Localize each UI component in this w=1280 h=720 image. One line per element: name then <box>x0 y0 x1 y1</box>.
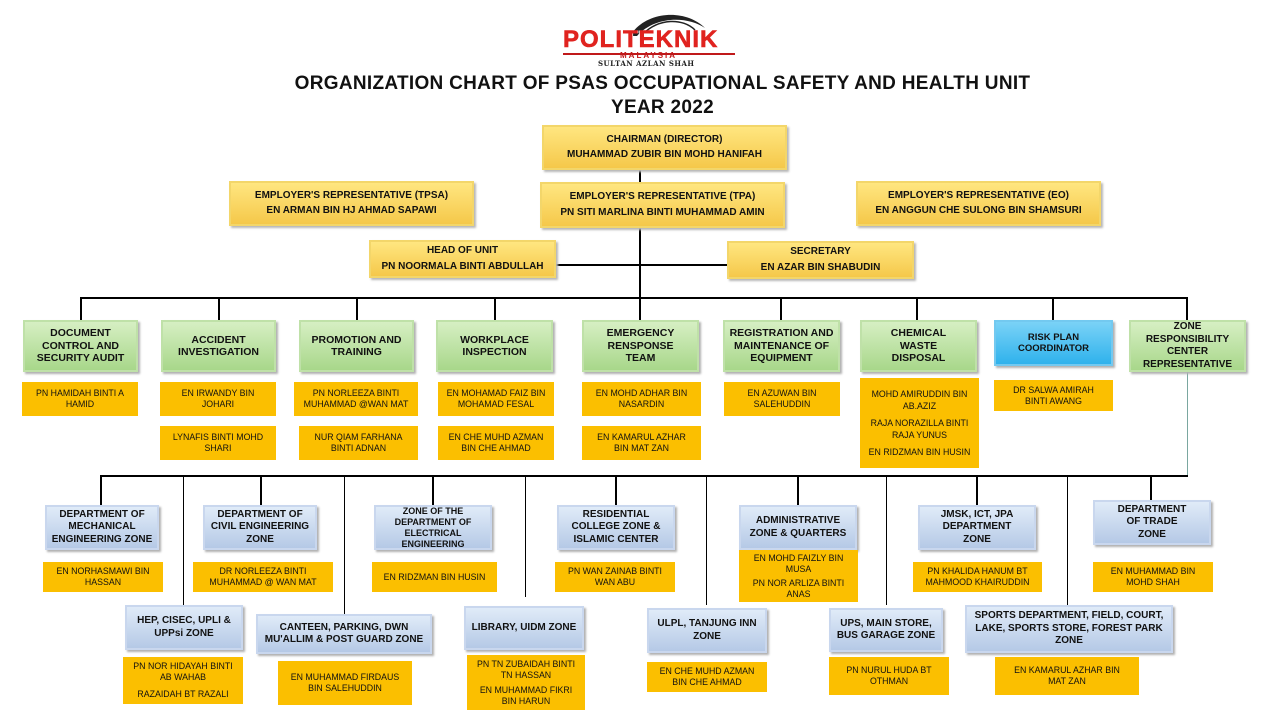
member-name: EN NORHASMAWI BIN HASSAN <box>43 562 163 592</box>
zone-library: LIBRARY, UIDM ZONE <box>464 606 584 650</box>
zone-mechanical: DEPARTMENT OF MECHANICAL ENGINEERING ZONE <box>45 505 159 550</box>
rep-eo-role: EMPLOYER'S REPRESENTATIVE (EO) <box>888 189 1069 201</box>
head-secretary-line <box>556 264 728 266</box>
member-name: PN NOR HIDAYAH BINTI AB WAHAB RAZAIDAH BT RAZALI <box>123 657 243 704</box>
connector-line <box>706 475 707 605</box>
connector-line <box>100 475 102 505</box>
secretary-role: SECRETARY <box>790 246 851 257</box>
zone-residential: RESIDENTIAL COLLEGE ZONE & ISLAMIC CENTER <box>557 505 675 550</box>
committee-workplace-inspection: WORKPLACE INSPECTION <box>436 320 553 372</box>
member-name: EN MOHAMAD FAIZ BIN MOHAMAD FESAL <box>438 382 554 416</box>
committee-risk-plan: RISK PLAN COORDINATOR <box>994 320 1113 366</box>
zone-trade: DEPARTMENT OF TRADE ZONE <box>1093 500 1211 545</box>
committee-promotion-training: PROMOTION AND TRAINING <box>299 320 414 372</box>
head-name: PN NOORMALA BINTI ABDULLAH <box>381 260 544 272</box>
member-name: EN MOHD ADHAR BIN NASARDIN <box>582 382 701 416</box>
member-name: LYNAFIS BINTI MOHD SHARI <box>160 426 276 460</box>
connector-line <box>525 475 526 597</box>
chairman-role: CHAIRMAN (DIRECTOR) <box>606 133 723 145</box>
member-name: DR SALWA AMIRAH BINTI AWANG <box>994 380 1113 411</box>
member-name: EN KAMARUL AZHAR BIN MAT ZAN <box>995 657 1139 695</box>
committee-document-control: DOCUMENT CONTROL AND SECURITY AUDIT <box>23 320 138 372</box>
chart-year: YEAR 2022 <box>610 97 715 118</box>
member-name: EN CHE MUHD AZMAN BIN CHE AHMAD <box>438 426 554 460</box>
zone-ups-store: UPS, MAIN STORE, BUS GARAGE ZONE <box>829 608 943 652</box>
connector-line <box>615 475 617 505</box>
connector-line <box>639 297 641 321</box>
rep-tpsa-name: EN ARMAN BIN HJ AHMAD SAPAWI <box>266 205 437 216</box>
committee-chemical-waste: CHEMICAL WASTE DISPOSAL <box>860 320 977 372</box>
head-of-unit-box <box>369 240 556 278</box>
chairman-box <box>542 125 787 170</box>
head-role: HEAD OF UNIT <box>426 245 499 256</box>
member-name: PN NURUL HUDA BT OTHMAN <box>829 657 949 695</box>
connector-line <box>1150 475 1152 500</box>
member-name: PN KHALIDA HANUM BT MAHMOOD KHAIRUDDIN <box>913 562 1042 592</box>
connector-line <box>432 475 434 505</box>
logo-subtitle: MALAYSIA <box>620 51 678 60</box>
committee-bus-line <box>80 297 1188 299</box>
zone-sports: SPORTS DEPARTMENT, FIELD, COURT, LAKE, SPORTS STORE, FOREST PARK ZONE <box>965 605 1173 653</box>
zone-jmsk-ict: JMSK, ICT, JPA DEPARTMENT ZONE <box>918 505 1036 550</box>
connector-line <box>797 475 799 505</box>
member-name: EN MUHAMMAD BIN MOHD SHAH <box>1093 562 1213 592</box>
connector-line <box>260 475 262 505</box>
connector-line <box>356 297 358 321</box>
member-name: DR NORLEEZA BINTI MUHAMMAD @ WAN MAT <box>193 562 333 592</box>
rep-tpa-box <box>540 182 785 228</box>
connector-line <box>976 475 978 505</box>
secretary-box <box>727 241 914 279</box>
logo-campus: SULTAN AZLAN SHAH <box>598 59 695 68</box>
rep-eo-name: EN ANGGUN CHE SULONG BIN SHAMSURI <box>875 205 1082 216</box>
committee-accident-investigation: ACCIDENT INVESTIGATION <box>161 320 276 372</box>
zone-bus-line <box>100 475 1188 477</box>
connector-line <box>344 475 345 615</box>
member-name: EN MUHAMMAD FIRDAUS BIN SALEHUDDIN <box>278 661 412 705</box>
member-name: EN AZUWAN BIN SALEHUDDIN <box>724 382 840 416</box>
member-name: PN HAMIDAH BINTI A HAMID <box>22 382 138 416</box>
member-name: PN NORLEEZA BINTI MUHAMMAD @WAN MAT <box>294 382 418 416</box>
connector-line <box>1186 297 1188 321</box>
zone-civil: DEPARTMENT OF CIVIL ENGINEERING ZONE <box>203 505 317 550</box>
secretary-name: EN AZAR BIN SHABUDIN <box>760 261 881 273</box>
connector-line <box>780 297 782 321</box>
connector-line <box>886 475 887 605</box>
member-name: MOHD AMIRUDDIN BIN AB.AZIZ RAJA NORAZILLA BINTI RAJA YUNUS EN RIDZMAN BIN HUSIN <box>860 378 979 468</box>
zone-electrical: ZONE OF THE DEPARTMENT OF ELECTRICAL ENGINEERING <box>374 505 492 550</box>
rep-tpa-name: PN SITI MARLINA BINTI MUHAMMAD AMIN <box>560 206 765 218</box>
rep-tpa-role: EMPLOYER'S REPRESENTATIVE (TPA) <box>569 191 756 202</box>
committee-emergency-response: EMERGENCY RENSPONSE TEAM <box>582 320 699 372</box>
connector-line <box>916 297 918 321</box>
chart-title: ORGANIZATION CHART OF PSAS OCCUPATIONAL SAFETY AND HEALTH UNIT <box>294 73 1031 94</box>
member-name: EN KAMARUL AZHAR BIN MAT ZAN <box>582 426 701 460</box>
connector-line <box>80 297 82 321</box>
zone-administrative: ADMINISTRATIVE ZONE & QUARTERS <box>739 505 857 550</box>
connector-line <box>494 297 496 321</box>
zone-ulpl-tanjung: ULPL, TANJUNG INN ZONE <box>647 608 767 653</box>
zone-hep-cisec: HEP, CISEC, UPLI & UPPsi ZONE <box>125 605 243 650</box>
rep-tpsa-box <box>229 181 474 226</box>
zone-drop-line <box>1187 372 1188 476</box>
connector-line <box>1067 475 1068 605</box>
member-name: EN MOHD FAIZLY BIN MUSA PN NOR ARLIZA BINTI ANAS <box>739 550 858 602</box>
committee-zone-responsibility: ZONE RESPONSIBILITY CENTER REPRESENTATIVE <box>1129 320 1246 372</box>
connector-line <box>218 297 220 321</box>
zone-canteen-parking: CANTEEN, PARKING, DWN MU'ALLIM & POST GUARD ZONE <box>256 614 432 654</box>
connector-line <box>1052 297 1054 321</box>
logo-wordmark: POLITEKNIK <box>563 26 719 53</box>
member-name: NUR QIAM FARHANA BINTI ADNAN <box>299 426 418 460</box>
rep-eo-box <box>856 181 1101 226</box>
member-name: EN IRWANDY BIN JOHARI <box>160 382 276 416</box>
rep-tpsa-role: EMPLOYER'S REPRESENTATIVE (TPSA) <box>254 189 449 201</box>
member-name: PN WAN ZAINAB BINTI WAN ABU <box>555 562 675 592</box>
member-name: EN RIDZMAN BIN HUSIN <box>372 562 497 592</box>
committee-registration-maintenance: REGISTRATION AND MAINTENANCE OF EQUIPMENT <box>723 320 840 372</box>
member-name: PN TN ZUBAIDAH BINTI TN HASSAN EN MUHAMMAD FIKRI BIN HARUN <box>467 655 585 710</box>
connector-line <box>183 475 184 605</box>
chairman-name: MUHAMMAD ZUBIR BIN MOHD HANIFAH <box>567 149 762 160</box>
member-name: EN CHE MUHD AZMAN BIN CHE AHMAD <box>647 662 767 692</box>
